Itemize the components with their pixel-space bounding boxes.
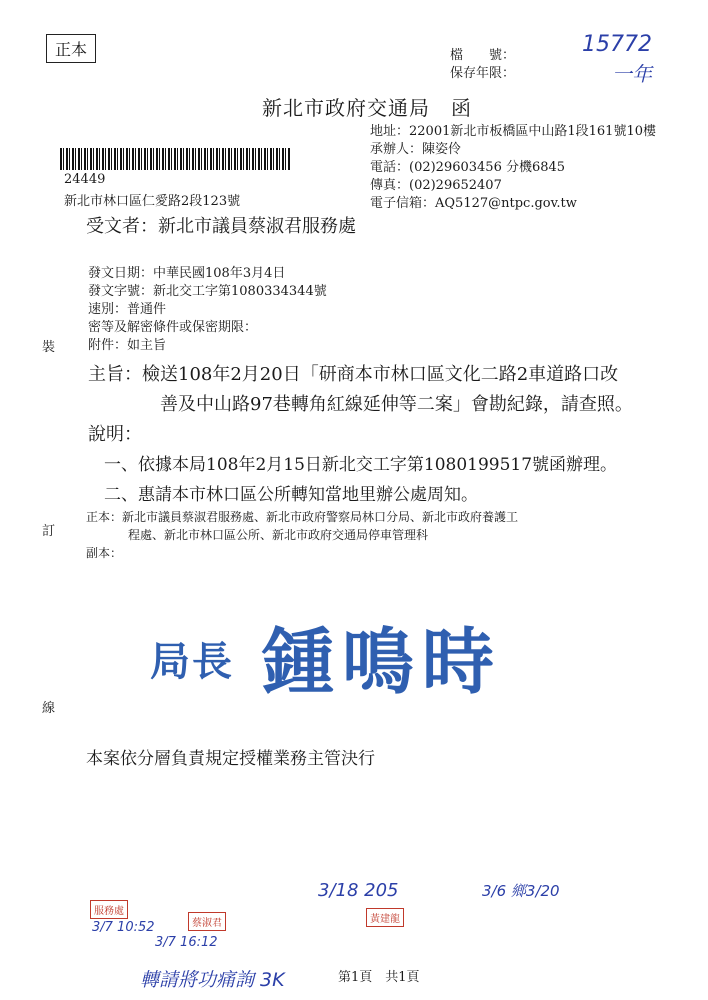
attachment: 附件：如主旨 [88, 338, 167, 353]
recipient-address: 新北市林口區仁愛路2段123號 [64, 194, 241, 209]
delivery-speed: 速別：普通件 [88, 302, 167, 317]
approval-stamp: 黃建龍 [366, 908, 404, 927]
barcode [60, 148, 290, 170]
fax-number: 傳真：(02)29652407 [370, 178, 502, 193]
recipient: 受文者：新北市議員蔡淑君服務處 [86, 216, 356, 237]
explanation-label: 說明： [88, 424, 142, 445]
binding-margin-mark: 訂 [42, 524, 56, 539]
handwritten-note: 3/7 10:52 [92, 920, 155, 935]
director-title: 局長 [150, 638, 234, 685]
subject-line: 主旨：檢送108年2月20日「研商本市林口區文化二路2車道路口改 [88, 364, 619, 385]
cc-copy: 副本： [86, 546, 123, 560]
phone-number: 電話：(02)29603456 分機6845 [370, 160, 566, 175]
handwritten-note: 轉請將功痛詢 3K [140, 969, 285, 991]
secrecy-level: 密等及解密條件或保密期限： [88, 320, 258, 335]
approval-stamp: 蔡淑君 [188, 912, 226, 931]
explanation-item: 一、依據本局108年2月15日新北交工字第1080199517號函辦理。 [104, 455, 618, 475]
approval-stamp: 服務處 [90, 900, 128, 919]
handwritten-note: 3/6 鄉3/20 [482, 882, 560, 900]
handwritten-note: 3/7 16:12 [155, 935, 218, 950]
issue-number: 發文字號：新北交工字第1080334344號 [88, 284, 327, 299]
postal-code: 24449 [64, 172, 106, 187]
director-signature: 鍾鳴時 [262, 619, 503, 704]
document-title: 新北市政府交通局 函 [262, 96, 472, 120]
email-address: 電子信箱：AQ5127@ntpc.gov.tw [370, 196, 577, 211]
delegation-note: 本案依分層負責規定授權業務主管決行 [86, 749, 375, 769]
issue-date: 發文日期：中華民國108年3月4日 [88, 266, 286, 281]
handwritten-note: 3/18 205 [318, 880, 399, 901]
handwritten-file-number: 15772 [582, 32, 652, 57]
cc-main: 程處、新北市林口區公所、新北市政府交通局停車管理科 [128, 528, 429, 542]
contact-person: 承辦人：陳姿伶 [370, 142, 462, 157]
handwritten-retention: 一年 [612, 62, 652, 86]
sender-address: 地址：22001新北市板橋區中山路1段161號10樓 [370, 124, 656, 139]
subject-line: 善及中山路97巷轉角紅線延伸等二案」會勘紀錄，請查照。 [160, 394, 633, 415]
explanation-item: 二、惠請本市林口區公所轉知當地里辦公處周知。 [104, 485, 478, 505]
cc-main: 正本：新北市議員蔡淑君服務處、新北市政府警察局林口分局、新北市政府養護工 [86, 510, 519, 524]
original-copy-badge: 正本 [46, 34, 96, 63]
binding-margin-mark: 裝 [42, 340, 56, 355]
retention-label: 保存年限： [450, 66, 516, 81]
file-number-label: 檔 號： [450, 48, 516, 63]
binding-margin-mark: 線 [42, 701, 56, 716]
page-indicator: 第1頁 共1頁 [338, 970, 420, 985]
